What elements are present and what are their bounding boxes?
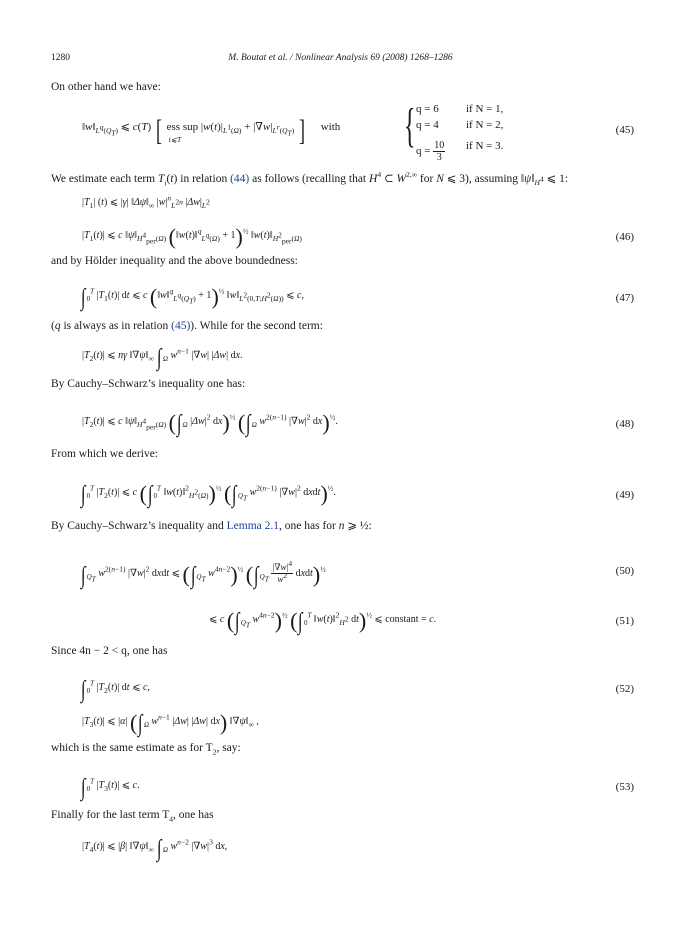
case-cond2: if N = 2, xyxy=(466,119,504,131)
case-cond3: if N = 3. xyxy=(466,140,504,152)
equation-number-46: (46) xyxy=(615,231,634,243)
equation-48: $|T_2(t)|$ ⩽ c $‖\psi‖_{H^4_{per}(\Omega)}$ ($\int_\Omega$ $|\Delta w|^2$ dx)$^{\frac{1}{2}}$ ($\int_\Omega$ $w^{2(n-1)}$ $|\nabla w|^2$ dx)$^{\frac{1}{2}}$. xyxy=(82,410,338,437)
t2-estimate-line: $|T_2(t)|$ ⩽ nγ $‖\nabla\psi‖_\infty$ $\int_\Omega$ $w^{n-1}$ |∇w| |Δw| dx. xyxy=(82,345,243,371)
equation-number-52: (52) xyxy=(615,683,634,695)
paragraph-4: (q is always as in relation (45)). While for the second term: xyxy=(51,320,323,332)
equation-number-47: (47) xyxy=(615,292,634,304)
ref-45[interactable]: (45) xyxy=(171,320,191,332)
equation-50: $\int_{Q_T}$ $w^{2(n-1)}$ $|\nabla w|^2$ dxdt ⩽ ($\int_{Q_T}$ $w^{4n-2})^{\frac{1}{2}}$ ($\int_{Q_T}$ $\frac{|\nabla w|^4}{w^2}$ dxdt)$^{\frac{1}{2}}$ xyxy=(80,559,326,589)
paragraph-8: Since 4n − 2 < q, one has xyxy=(51,645,168,657)
t1-estimate-line: $|T_1|$ (t) ⩽ |γ| $‖\Delta\psi‖_\infty$ $|w|^n_{L^{2n}}$ $|\Delta w|_{L^2}$ xyxy=(82,193,210,210)
equation-number-53: (53) xyxy=(615,781,634,793)
equation-49: $\int_0^T$ $|T_2(t)|$ ⩽ c ($\int_0^T$ ‖w(t)‖$^2_{H^2(\Omega)}$)$^{\frac{1}{2}}$ ($\int_{Q_T}$ $w^{2(n-1)}$ $|\nabla w|^2$ dxdt)$^{\frac{1}{2}}$. xyxy=(80,481,336,508)
equation-45: $‖w‖_{L^q(Q_T)}$ ⩽ c(T) [ ess sup t⩽T $|w(t)|_{L^1(\Omega)} + |\nabla w|_{L^r(Q_T)}$ ] with xyxy=(82,114,341,147)
equation-51: ⩽ c ($\int_{Q_T}$ $w^{4n-2})^{\frac{1}{2}}$ ($\int_0^T$ ‖w(t)‖$^2_{H^2}$ dt)$^{\frac{1}{2}}$ ⩽ constant = c. xyxy=(209,608,437,635)
case-q3-label: q = xyxy=(416,145,431,158)
equation-53: $\int_0^T$ $|T_3(t)|$ ⩽ c. xyxy=(80,775,140,801)
paragraph-2: We estimate each term $T_i(t)$ in relation (44) as follows (recalling that $H^4$ ⊂ $W^{2,\infty}$ for N ⩽ 3), assuming $‖\psi‖_{H^4}$ ⩽ 1: xyxy=(51,170,569,188)
equation-52: $\int_0^T$ $|T_2(t)|$ dt ⩽ c, xyxy=(80,677,150,703)
case-cond1: if N = 1, xyxy=(466,103,504,115)
paragraph-6: From which we derive: xyxy=(51,448,158,460)
paragraph-7: By Cauchy–Schwarz’s inequality and Lemma 2.1, one has for n ⩾ ½: xyxy=(51,520,372,532)
paragraph-1: On other hand we have: xyxy=(51,81,161,93)
equation-number-51: (51) xyxy=(615,615,634,627)
cases-brace: { xyxy=(404,99,416,152)
equation-47: $\int_0^T$ $|T_1(t)|$ dt ⩽ c (‖w‖$^q_{L^q(Q_T)}$ + 1)$^{\frac{1}{2}}$ $‖w‖_{L^2(0,T;H^2(\Omega))}$ ⩽ c, xyxy=(80,284,304,311)
equation-number-49: (49) xyxy=(615,489,634,501)
paragraph-9: which is the same estimate as for $T_2$, say: xyxy=(51,742,241,757)
equation-number-50: (50) xyxy=(615,565,634,577)
t4-estimate-line: $|T_4(t)|$ ⩽ |β| $‖\nabla\psi‖_\infty$ $\int_\Omega$ $w^{n-2}$ $|\nabla w|^3$ dx, xyxy=(82,836,228,862)
case-q2: q = 4 xyxy=(416,119,439,131)
equation-number-48: (48) xyxy=(615,418,634,430)
case-q1: q = 6 xyxy=(416,103,439,115)
paragraph-5: By Cauchy–Schwarz’s inequality one has: xyxy=(51,378,246,390)
page-number: 1280 xyxy=(51,53,70,63)
case-q3: q = $\frac{10}{3}$ xyxy=(416,140,445,163)
paragraph-3: and by Hölder inequality and the above boundedness: xyxy=(51,255,298,267)
equation-46: $|T_1(t)|$ ⩽ c $‖\psi‖_{H^4_{per}(\Omega)}$ (‖w(t)‖$^q_{L^q(\Omega)}$ + 1)$^{\frac{1}{2}}$ $‖w(t)‖_{H^2_{per}(\Omega)}$ xyxy=(82,224,302,249)
running-citation: M. Boutat et al. / Nonlinear Analysis 69 (2008) 1268–1286 xyxy=(228,53,453,63)
ref-44[interactable]: (44) xyxy=(230,173,250,185)
equation-number-45: (45) xyxy=(615,124,634,136)
t3-estimate-line: $|T_3(t)|$ ⩽ |α| ($\int_\Omega$ $w^{n-1}$ |Δw| |Δw| dx) $‖\nabla\psi‖_\infty$ , xyxy=(82,710,259,737)
paragraph-10: Finally for the last term $T_4$, one has xyxy=(51,809,214,824)
ref-lemma-2-1[interactable]: Lemma 2.1 xyxy=(226,520,280,532)
